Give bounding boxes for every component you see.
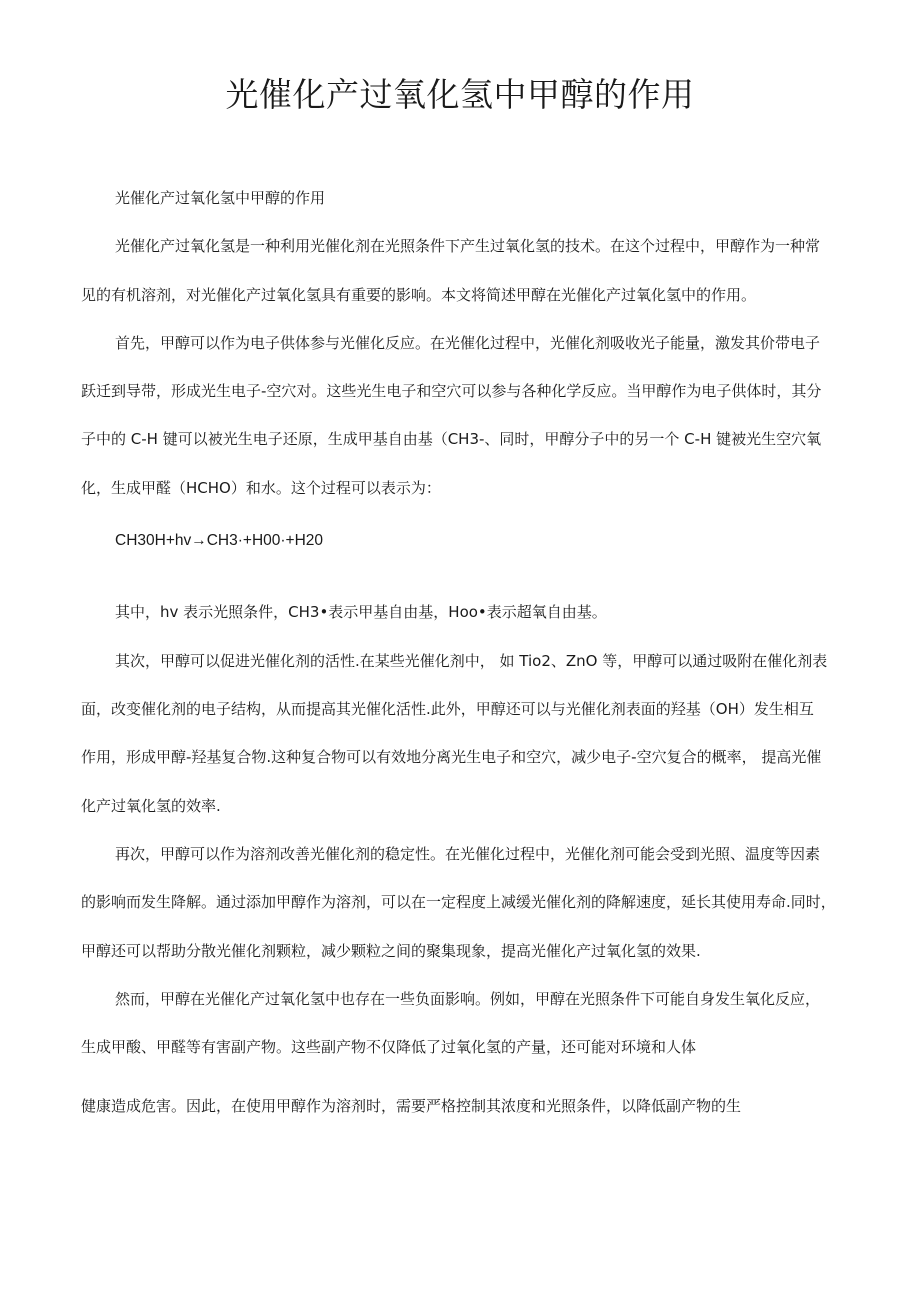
page-title: 光催化产过氧化氢中甲醇的作用 xyxy=(225,75,695,114)
text-line: 健康造成危害。因此，在使用甲醇作为溶剂时，需要严格控制其浓度和光照条件，以降低副产物的生 xyxy=(81,1097,742,1115)
text-line: 化，生成甲醛（HCHO）和水。这个过程可以表示为： xyxy=(81,479,441,497)
text-line: 甲醇还可以帮助分散光催化剂颗粒，减少颗粒之间的聚集现象，提高光催化产过氧化氢的效果. xyxy=(81,942,701,960)
text-line: 见的有机溶剂，对光催化产过氧化氢具有重要的影响。本文将简述甲醇在光催化产过氧化氢中的作用。 xyxy=(81,286,757,304)
text-line: 跃迁到导带，形成光生电子-空穴对。这些光生电子和空穴可以参与各种化学反应。当甲醇作为电子供体时，其分 xyxy=(81,382,822,400)
text-line: 作用，形成甲醇-羟基复合物.这种复合物可以有效地分离光生电子和空穴，减少电子-空穴复合的概率， 提高光催 xyxy=(81,748,822,766)
subtitle: 光催化产过氧化氢中甲醇的作用 xyxy=(115,189,326,207)
text-line: 面，改变催化剂的电子结构，从而提高其光催化活性.此外，甲醇还可以与光催化剂表面的羟基（OH）发生相互 xyxy=(81,700,814,718)
text-line: 生成甲酸、甲醛等有害副产物。这些副产物不仅降低了过氧化氢的产量，还可能对环境和人体 xyxy=(81,1038,697,1056)
text-line: 光催化产过氧化氢是一种利用光催化剂在光照条件下产生过氧化氢的技术。在这个过程中，甲醇作为一种常 xyxy=(115,237,821,255)
text-line: 再次，甲醇可以作为溶剂改善光催化剂的稳定性。在光催化过程中，光催化剂可能会受到光照、温度等因素 xyxy=(115,845,821,863)
text-line: 化产过氧化氢的效率. xyxy=(81,797,221,815)
text-line: 首先，甲醇可以作为电子供体参与光催化反应。在光催化过程中，光催化剂吸收光子能量，激发其价带电子 xyxy=(115,334,821,352)
text-line: 的影响而发生降解。通过添加甲醇作为溶剂，可以在一定程度上减缓光催化剂的降解速度，延长其使用寿命.同时， xyxy=(81,893,836,911)
text-line: 然而，甲醇在光催化产过氧化氢中也存在一些负面影响。例如，甲醇在光照条件下可能自身发生氧化反应， xyxy=(115,990,821,1008)
reaction-equation: CH30H+hv→CH3·+H00·+H20 xyxy=(115,532,324,549)
text-line: 其次，甲醇可以促进光催化剂的活性.在某些光催化剂中， 如 Tio2、ZnO 等，甲醇可以通过吸附在催化剂表 xyxy=(115,652,828,670)
text-line: 其中，hv 表示光照条件，CH3•表示甲基自由基，Hoo•表示超氧自由基。 xyxy=(115,603,607,621)
text-line: 子中的 C-H 键可以被光生电子还原，生成甲基自由基（CH3-、同时，甲醇分子中的另一个 C-H 键被光生空穴氧 xyxy=(81,430,822,448)
